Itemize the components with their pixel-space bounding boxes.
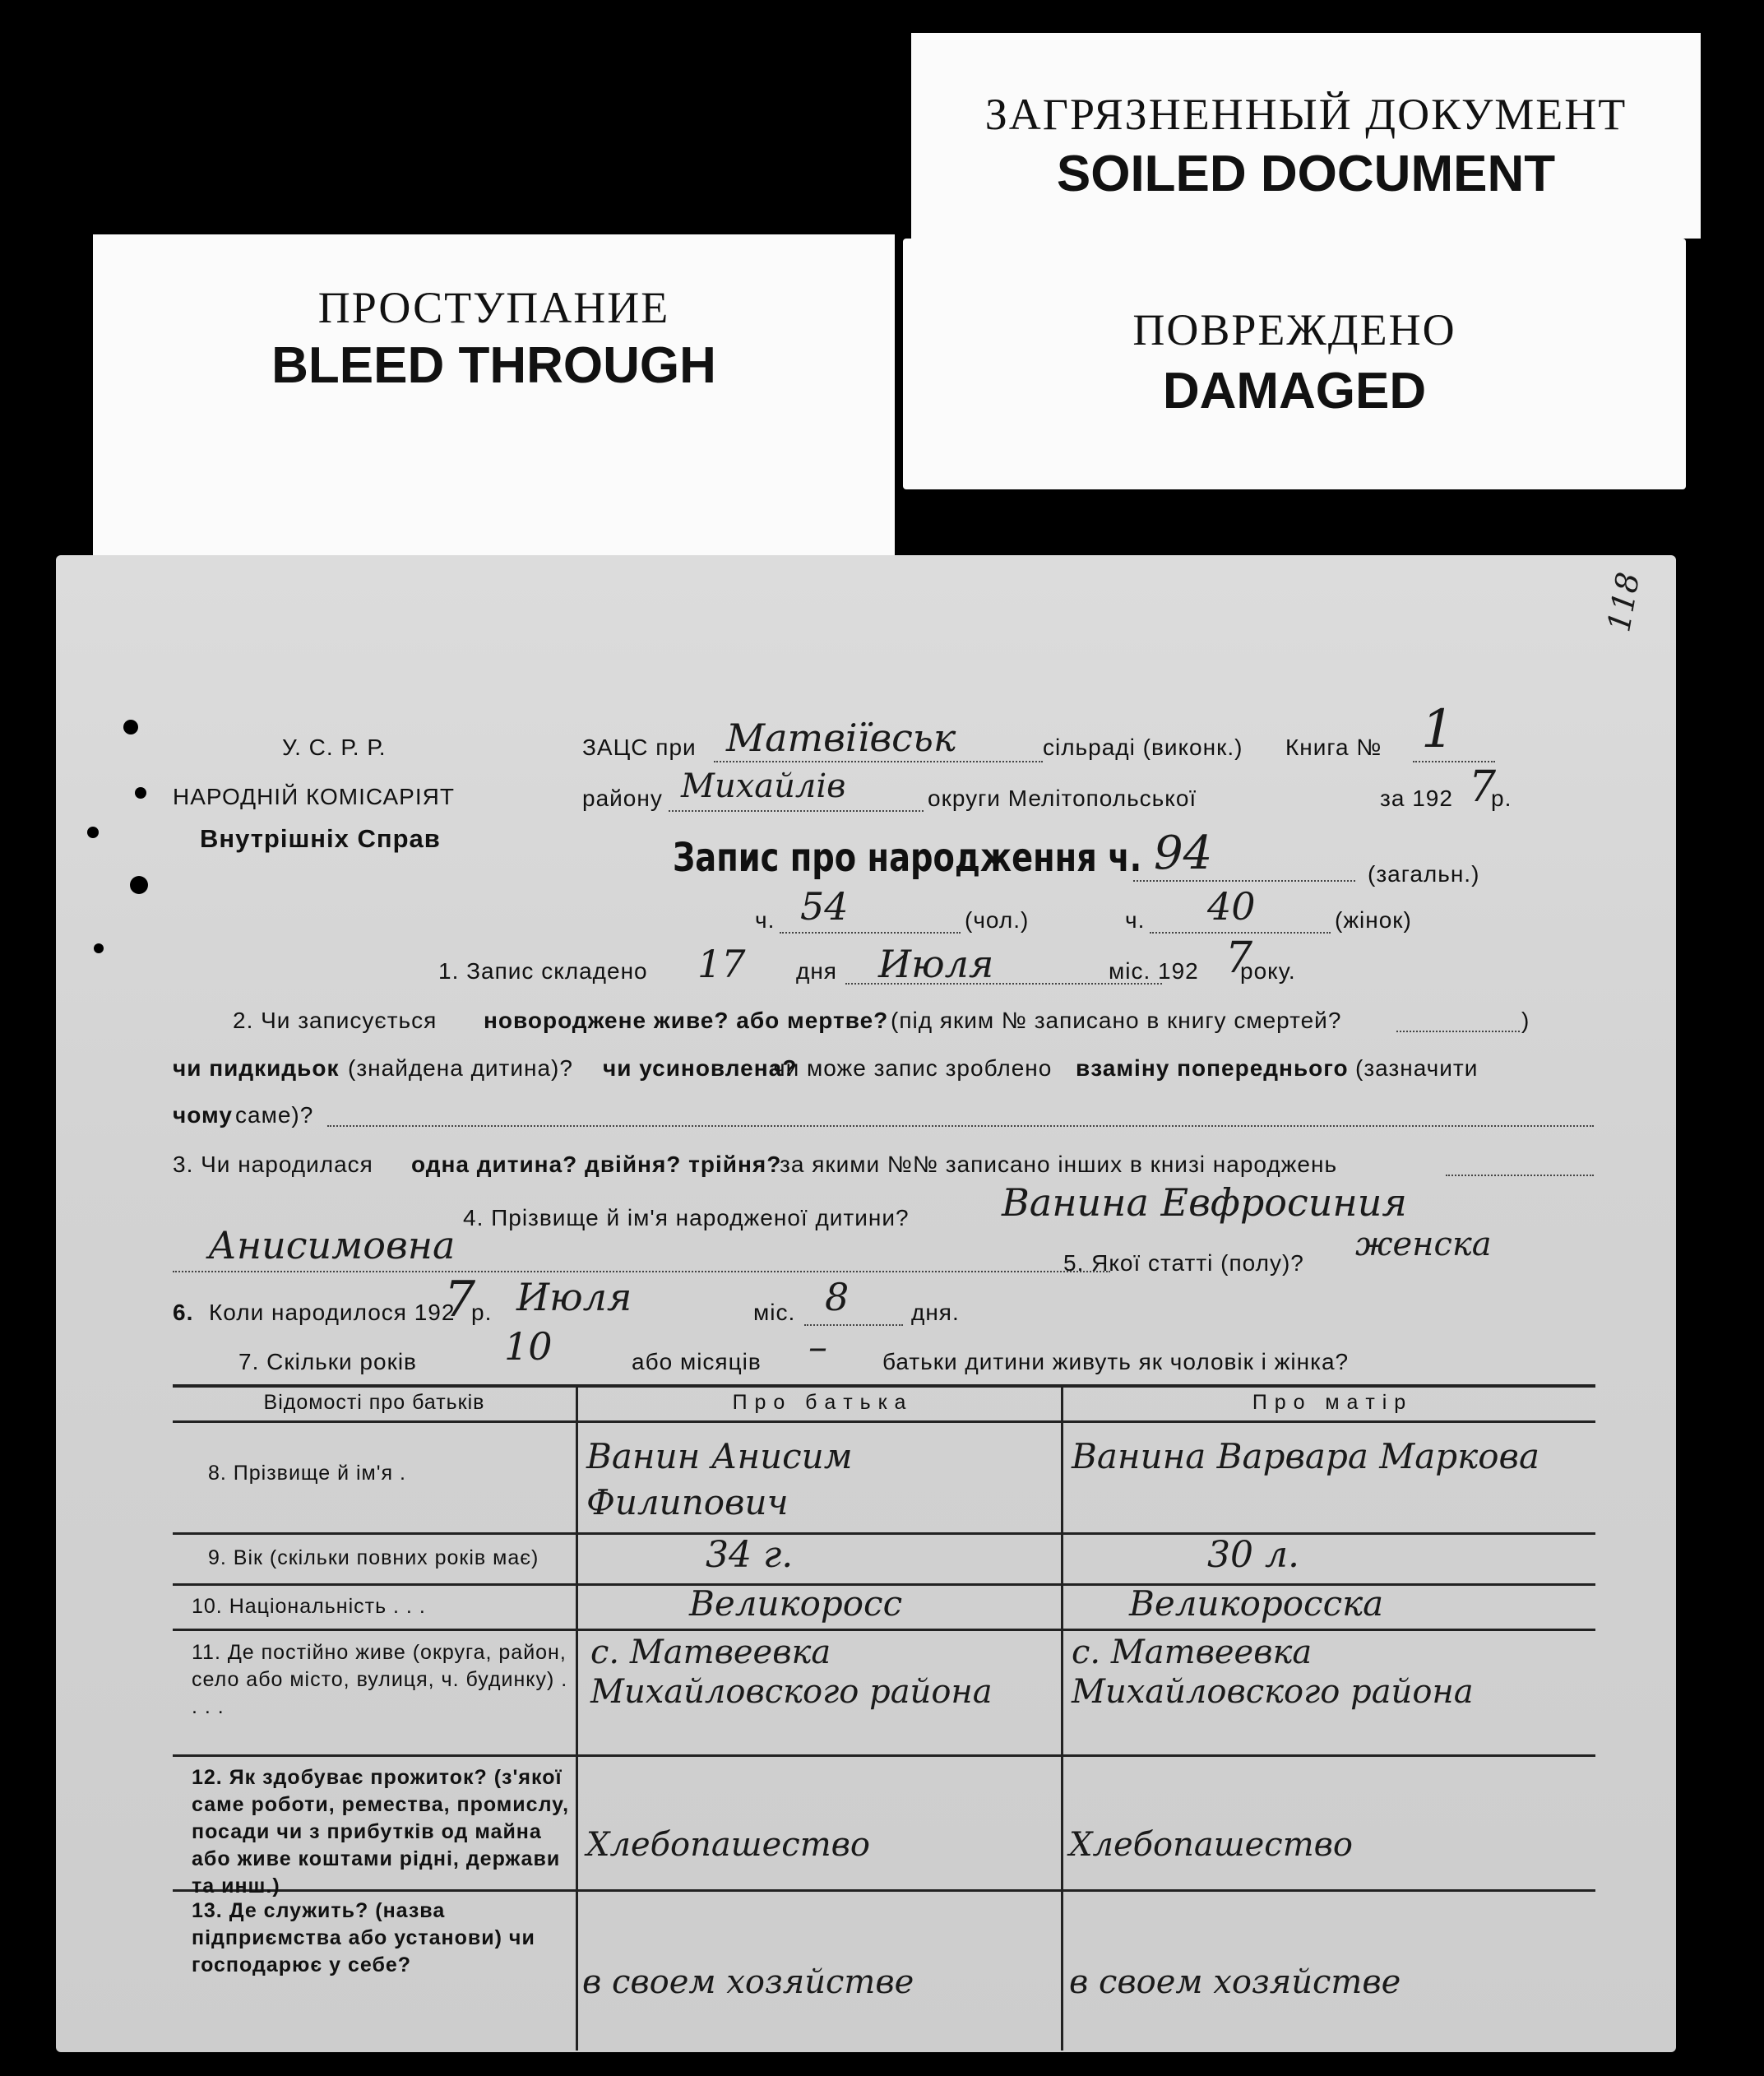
table-row-divider — [173, 1629, 1595, 1631]
mother-age-value: 30 л. — [1207, 1534, 1299, 1576]
father-workplace-value: в своем хозяйстве — [582, 1963, 914, 2001]
page-number: 118 — [1600, 569, 1647, 635]
total-label: (загальн.) — [1368, 861, 1480, 887]
district-suffix: округи Мелітопольської — [928, 785, 1197, 811]
line4-label: 4. Прізвище й ім'я народженої дитини? — [463, 1205, 910, 1230]
line2-replacement: взаміну попереднього — [1076, 1055, 1349, 1081]
line6-year-suffix: р. — [471, 1300, 493, 1325]
table-header-mother: П р о м а т і р — [1252, 1391, 1407, 1414]
mother-nationality-value: Великоросска — [1129, 1583, 1384, 1624]
years-together-value: 10 — [504, 1324, 553, 1369]
table-row-divider — [173, 1532, 1595, 1535]
child-sex-value: женска — [1355, 1226, 1492, 1263]
damaged-ru-label: ПОВРЕЖДЕНО — [1132, 305, 1456, 354]
row-age-label: 9. Вік (скільки повних років має) — [208, 1546, 539, 1569]
line2-alive-dead: новороджене живе? або мертве? — [484, 1008, 889, 1033]
row-residence-label: 11. Де постійно живе (округа, район, село або місто, вулиця, ч. будинку) . . . . — [192, 1641, 568, 1718]
line7-suffix: батьки дитини живуть як чоловік і жінка? — [882, 1349, 1350, 1374]
zags-village-line — [714, 761, 1043, 762]
line1-label: 1. Запис складено — [438, 958, 648, 984]
book-number-value: 1 — [1421, 699, 1455, 760]
punch-hole — [135, 787, 146, 799]
line2-found-child: (знайдена дитина)? — [348, 1055, 573, 1081]
punch-hole — [87, 827, 99, 838]
ussr-label: У. С. Р. Р. — [282, 734, 387, 760]
row-name-label: 8. Прізвище й ім'я . — [208, 1462, 406, 1485]
total-number-value: 94 — [1154, 827, 1213, 880]
line1-month-label: міс. 192 — [1109, 958, 1199, 984]
line2-foundling: чи пидкидьок — [173, 1055, 340, 1081]
male-number-value: 54 — [800, 884, 849, 929]
year-suffix: р. — [1491, 785, 1512, 811]
birth-day-value: 8 — [825, 1275, 850, 1319]
child-patronymic-value: Анисимовна — [208, 1223, 456, 1267]
mother-residence-value: с. Матвеевка Михайловского района — [1072, 1633, 1474, 1711]
bleed-en-label: BLEED THROUGH — [271, 337, 716, 394]
table-row-divider — [173, 1754, 1595, 1757]
year-digit: 7 — [1469, 762, 1497, 812]
male-label: (чол.) — [965, 907, 1030, 933]
damaged-card — [903, 239, 1686, 489]
father-name-value: Ванин Анисим Филипович — [586, 1436, 853, 1522]
row-workplace-label: 13. Де служить? (назва підприємства або установи) чи господарює у себе? — [192, 1899, 535, 1976]
father-residence-value: с. Матвеевка Михайловского района — [590, 1633, 993, 1711]
line2-close: ) — [1521, 1008, 1530, 1033]
line2-exactly: саме)? — [235, 1102, 314, 1128]
line6-label: Коли народилося 192 — [209, 1300, 456, 1325]
ministry-label: Внутрішніх Справ — [200, 824, 441, 853]
birth-year-value: 7 — [444, 1271, 476, 1328]
table-header-info: Відомості про батьків — [263, 1391, 485, 1414]
table-col-divider — [1061, 1384, 1063, 2051]
birth-record-form — [56, 555, 1676, 2052]
line6-month-label: міс. — [753, 1300, 796, 1325]
line2-death-book: (під яким № записано в книгу смертей? — [891, 1008, 1342, 1033]
mother-name-value: Ванина Варвара Маркова — [1072, 1436, 1540, 1476]
line3-answer-line — [1446, 1175, 1594, 1176]
row-nationality-label: 10. Національність . . . — [192, 1595, 426, 1618]
record-month-value: Июля — [878, 942, 994, 986]
line2-specify: (зазначити — [1355, 1055, 1479, 1081]
table-top-border — [173, 1384, 1595, 1388]
child-name-line — [173, 1271, 1110, 1272]
table-header-border — [173, 1420, 1595, 1423]
death-book-line — [1396, 1031, 1520, 1032]
line2-maybe: чи може запис зроблено — [773, 1055, 1053, 1081]
row-occupation-label: 12. Як здобуває прожиток? (з'якої саме роботи, ремества, промислу, посади чи з прибутків од майна або живе коштами рідні, держави та инш.) — [192, 1766, 570, 1898]
father-nationality-value: Великоросс — [689, 1583, 903, 1624]
mother-occupation-value: Хлебопашество — [1069, 1826, 1353, 1864]
district-value: Михайлів — [681, 767, 846, 805]
zags-village-value: Матвіївськ — [726, 716, 956, 760]
book-label: Книга № — [1285, 734, 1382, 760]
line2-answer-line — [327, 1125, 1594, 1127]
record-title: Запис про народження ч. — [673, 835, 1142, 881]
months-together-value: – — [808, 1324, 827, 1369]
punch-hole — [94, 943, 104, 953]
line6-number: 6. — [173, 1300, 194, 1325]
line3-other-numbers: за якими №№ записано інших в книзі народжень — [780, 1152, 1338, 1177]
district-line — [669, 810, 924, 812]
line3-single-twins: одна дитина? двійня? трійня? — [411, 1152, 782, 1177]
line7-months-label: або місяців — [632, 1349, 762, 1374]
bleed-ru-label: ПРОСТУПАНИЕ — [317, 283, 670, 332]
line2-label: 2. Чи записується — [233, 1008, 438, 1033]
district-prefix: району — [582, 785, 663, 811]
commissariat-label: НАРОДНІЙ КОМІСАРІЯТ — [173, 784, 455, 809]
father-occupation-value: Хлебопашество — [586, 1826, 870, 1864]
table-col-divider — [576, 1384, 578, 2051]
line1-day-label: дня — [796, 958, 837, 984]
child-name-value: Ванина Евфросиния — [1002, 1180, 1407, 1225]
male-number-line — [780, 932, 961, 934]
male-prefix: ч. — [755, 907, 776, 933]
soiled-en-label: SOILED DOCUMENT — [1056, 146, 1556, 202]
line2-adopted: чи усиновлена? — [603, 1055, 798, 1081]
line5-label: 5. Якої статті (полу)? — [1063, 1250, 1304, 1276]
bleed-through-card — [93, 234, 895, 580]
total-number-line — [1133, 880, 1355, 882]
line2-why: чому — [173, 1102, 233, 1128]
soiled-document-card — [911, 33, 1701, 239]
line7-label: 7. Скільки років — [238, 1349, 417, 1374]
mother-workplace-value: в своем хозяйстве — [1069, 1963, 1401, 2001]
table-header-father: П р о б а т ь к а — [732, 1391, 907, 1414]
punch-hole — [123, 720, 138, 734]
line3-label: 3. Чи народилася — [173, 1152, 373, 1177]
record-year-value: 7 — [1225, 934, 1253, 983]
zags-suffix: сільраді (виконк.) — [1043, 734, 1243, 760]
female-prefix: ч. — [1125, 907, 1146, 933]
line1-year-label: року. — [1240, 958, 1296, 984]
zags-prefix: ЗАЦС при — [582, 734, 697, 760]
female-number-value: 40 — [1207, 884, 1256, 929]
birth-month-value: Июля — [516, 1275, 632, 1319]
soiled-ru-label: ЗАГРЯЗНЕННЫЙ ДОКУМЕНТ — [984, 90, 1627, 139]
record-day-value: 17 — [697, 942, 746, 986]
line6-day-label: дня. — [911, 1300, 960, 1325]
damaged-en-label: DAMAGED — [1162, 363, 1427, 419]
punch-hole — [130, 876, 148, 894]
father-age-value: 34 г. — [706, 1534, 794, 1576]
female-label: (жінок) — [1335, 907, 1412, 933]
year-label: за 192 — [1380, 785, 1453, 811]
